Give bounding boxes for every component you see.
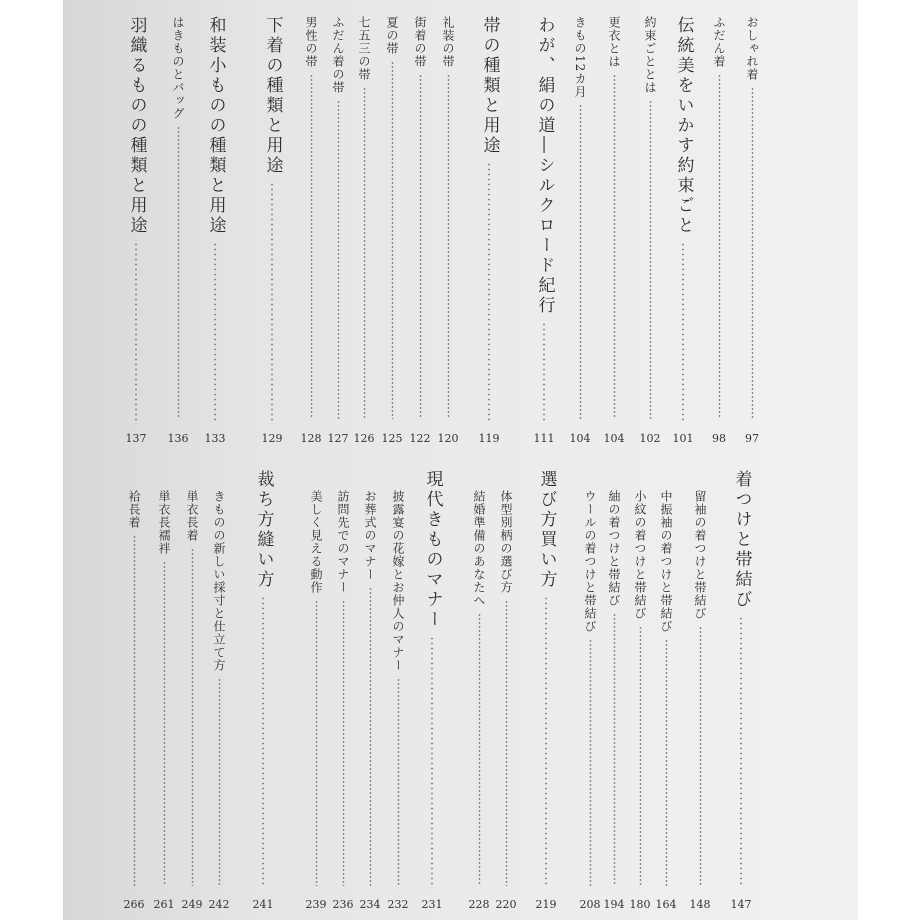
toc-page-number: 136 xyxy=(167,432,189,445)
dot-leader xyxy=(672,242,694,421)
toc-entry xyxy=(632,490,648,892)
toc-page-number: 120 xyxy=(437,432,459,445)
toc-entry xyxy=(156,490,172,892)
toc-entry xyxy=(211,490,227,892)
toc-entry-title: 単衣長襦袢 xyxy=(157,490,171,555)
toc-entry xyxy=(204,16,226,427)
dot-leader xyxy=(390,678,406,886)
toc-entry-title: 体型別柄の選び方 xyxy=(499,490,513,594)
toc-entry xyxy=(572,16,588,425)
dot-leader xyxy=(335,600,351,886)
toc-entry xyxy=(498,490,514,892)
dot-leader xyxy=(744,87,760,419)
dot-leader xyxy=(658,639,674,886)
toc-entry-title: 紬の着つけと帯結び xyxy=(607,490,621,607)
dot-leader xyxy=(125,242,147,421)
toc-entry-title: 袷長着 xyxy=(127,490,141,529)
dot-leader xyxy=(572,104,588,419)
toc-entry xyxy=(642,16,658,425)
toc-page-number: 133 xyxy=(204,432,226,445)
toc-page-number: 127 xyxy=(327,432,349,445)
toc-page-number: 236 xyxy=(332,898,354,911)
toc-entry xyxy=(412,16,428,425)
toc-page-number: 228 xyxy=(468,898,490,911)
toc-entry xyxy=(125,16,147,427)
dot-leader xyxy=(535,596,557,886)
toc-page-number: 119 xyxy=(478,432,500,445)
toc-entry xyxy=(335,490,351,892)
toc-page-number: 242 xyxy=(208,898,230,911)
toc-entry-title: 羽織るものの種類と用途 xyxy=(126,16,147,236)
toc-entry-title: 選び方買い方 xyxy=(536,470,557,590)
toc-entry-title: きものの新しい採寸と仕立て方 xyxy=(212,490,226,672)
toc-entry-title: 着つけと帯結び xyxy=(731,470,752,610)
toc-entry xyxy=(384,16,400,425)
dot-leader xyxy=(471,613,487,886)
toc-page-number: 219 xyxy=(535,898,557,911)
dot-leader xyxy=(252,596,274,886)
dot-leader xyxy=(170,126,186,419)
toc-entry-title: 美しく見える動作 xyxy=(309,490,323,594)
dot-leader xyxy=(421,636,443,886)
toc-page-number: 239 xyxy=(305,898,327,911)
toc-entry-title: 披露宴の花嫁とお仲人のマナー xyxy=(391,490,405,672)
toc-entry-title: 結婚準備のあなたへ xyxy=(472,490,486,607)
toc-page-number: 266 xyxy=(123,898,145,911)
toc-entry-title: 更衣とは xyxy=(607,16,621,68)
toc-entry-title: 留袖の着つけと帯結び xyxy=(693,490,707,620)
toc-entry xyxy=(658,490,674,892)
table-of-contents-page xyxy=(63,0,858,920)
toc-page-number: 249 xyxy=(181,898,203,911)
toc-page-number: 126 xyxy=(353,432,375,445)
toc-entry-title: 男性の帯 xyxy=(304,16,318,68)
toc-entry xyxy=(711,16,727,425)
dot-leader xyxy=(730,616,752,886)
toc-entry xyxy=(692,490,708,892)
dot-leader xyxy=(582,639,598,886)
toc-entry-title: ふだん着 xyxy=(712,16,726,68)
dot-leader xyxy=(308,600,324,886)
dot-leader xyxy=(642,100,658,419)
toc-entry-title: 約束ごととは xyxy=(643,16,657,94)
toc-page-number: 234 xyxy=(359,898,381,911)
toc-entry xyxy=(252,470,274,892)
toc-entry-title: 和装小ものの種類と用途 xyxy=(205,16,226,236)
toc-page-number: 148 xyxy=(689,898,711,911)
toc-page-number: 232 xyxy=(387,898,409,911)
toc-entry xyxy=(478,16,500,427)
toc-entry xyxy=(362,490,378,892)
toc-entry-title: 七五三の帯 xyxy=(357,16,371,81)
dot-leader xyxy=(303,74,319,419)
toc-page-number: 111 xyxy=(533,432,555,445)
toc-entry-title: お葬式のマナー xyxy=(363,490,377,581)
toc-entry-title: ふだん着の帯 xyxy=(331,16,345,94)
dot-leader xyxy=(384,61,400,419)
toc-entry xyxy=(421,470,443,892)
dot-leader xyxy=(692,626,708,886)
toc-entry-title: 街着の帯 xyxy=(413,16,427,68)
dot-leader xyxy=(533,322,555,421)
toc-page-number: 125 xyxy=(381,432,403,445)
toc-entry xyxy=(471,490,487,892)
toc-entry-title: ウールの着つけと帯結び xyxy=(583,490,597,633)
toc-page-number: 97 xyxy=(745,432,759,445)
dot-leader xyxy=(412,74,428,419)
toc-page-number: 102 xyxy=(639,432,661,445)
dot-leader xyxy=(606,613,622,886)
dot-leader xyxy=(204,242,226,421)
toc-page-number: 241 xyxy=(252,898,274,911)
dot-leader xyxy=(632,626,648,886)
toc-entry xyxy=(308,490,324,892)
dot-leader xyxy=(126,535,142,886)
dot-leader xyxy=(478,162,500,421)
dot-leader xyxy=(356,87,372,419)
toc-entry xyxy=(582,490,598,892)
dot-leader xyxy=(362,587,378,886)
toc-entry xyxy=(730,470,752,892)
toc-entry xyxy=(356,16,372,425)
toc-entry xyxy=(126,490,142,892)
toc-page-number: 122 xyxy=(409,432,431,445)
dot-leader xyxy=(606,74,622,419)
dot-leader xyxy=(261,182,283,421)
toc-entry xyxy=(390,490,406,892)
toc-entry-title: きもの12カ月 xyxy=(573,16,587,99)
toc-page-number: 147 xyxy=(730,898,752,911)
toc-entry xyxy=(533,16,555,427)
dot-leader xyxy=(498,600,514,886)
toc-entry xyxy=(672,16,694,427)
toc-entry xyxy=(303,16,319,425)
toc-page-number: 164 xyxy=(655,898,677,911)
toc-entry xyxy=(606,16,622,425)
toc-entry-title: 礼装の帯 xyxy=(441,16,455,68)
toc-page-number: 101 xyxy=(672,432,694,445)
toc-entry-title: はきものとバッグ xyxy=(171,16,185,120)
toc-page-number: 128 xyxy=(300,432,322,445)
toc-page-number: 208 xyxy=(579,898,601,911)
toc-entry-title: おしゃれ着 xyxy=(745,16,759,81)
toc-entry xyxy=(330,16,346,425)
toc-page-number: 261 xyxy=(153,898,175,911)
toc-entry xyxy=(535,470,557,892)
dot-leader xyxy=(330,100,346,419)
dot-leader xyxy=(156,561,172,886)
toc-page-number: 220 xyxy=(495,898,517,911)
toc-entry xyxy=(170,16,186,425)
toc-entry-title: 中振袖の着つけと帯結び xyxy=(659,490,673,633)
toc-page-number: 104 xyxy=(569,432,591,445)
toc-entry-title: 伝統美をいかす約束ごと xyxy=(673,16,694,236)
toc-page-number: 137 xyxy=(125,432,147,445)
toc-page-number: 98 xyxy=(712,432,726,445)
toc-entry-title: 小紋の着つけと帯結び xyxy=(633,490,647,620)
dot-leader xyxy=(184,548,200,886)
toc-entry-title: 訪問先でのマナー xyxy=(336,490,350,594)
toc-entry-title: 現代きものマナー xyxy=(422,470,443,630)
toc-entry-title: 単衣長着 xyxy=(185,490,199,542)
toc-entry xyxy=(440,16,456,425)
dot-leader xyxy=(211,678,227,886)
toc-entry-title: 帯の種類と用途 xyxy=(479,16,500,156)
toc-entry-title: 裁ち方縫い方 xyxy=(253,470,274,590)
dot-leader xyxy=(711,74,727,419)
toc-entry xyxy=(184,490,200,892)
toc-entry-title: 夏の帯 xyxy=(385,16,399,55)
toc-page-number: 180 xyxy=(629,898,651,911)
toc-entry xyxy=(261,16,283,427)
toc-page-number: 104 xyxy=(603,432,625,445)
toc-page-number: 129 xyxy=(261,432,283,445)
toc-page-number: 231 xyxy=(421,898,443,911)
toc-page-number: 194 xyxy=(603,898,625,911)
toc-entry-title: 下着の種類と用途 xyxy=(262,16,283,176)
dot-leader xyxy=(440,74,456,419)
toc-entry xyxy=(606,490,622,892)
toc-entry-title: わが、絹の道―シルクロード紀行 xyxy=(534,16,555,316)
toc-entry xyxy=(744,16,760,425)
